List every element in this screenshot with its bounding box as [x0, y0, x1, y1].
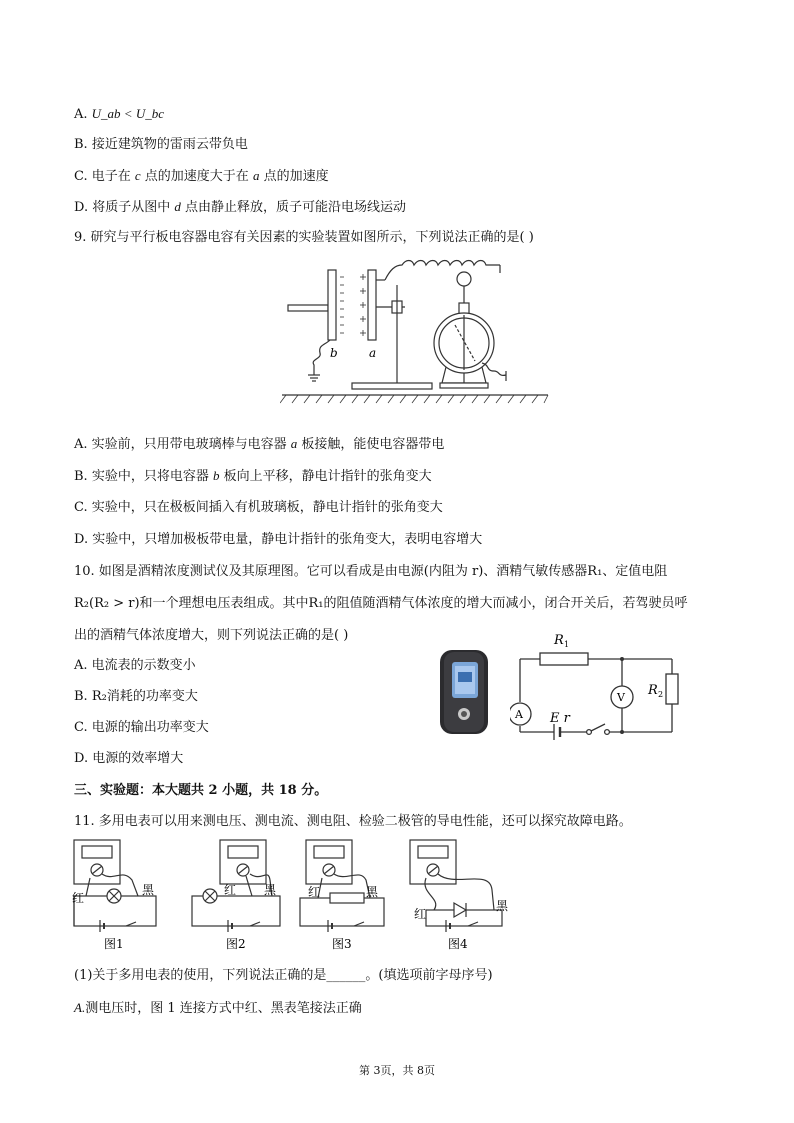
plate-a-label: a	[369, 346, 377, 360]
breathalyzer-device-image	[436, 648, 496, 738]
r1-subscript: 1	[564, 640, 570, 649]
fig4-red-label: 红	[414, 907, 427, 921]
fig3-caption: 图3	[332, 937, 352, 951]
q9-option-a: A. 实验前，只用带电玻璃棒与电容器 a 板接触，能使电容器带电	[74, 436, 445, 452]
fig4-caption: 图4	[448, 937, 468, 951]
fig3-red-label: 红	[308, 885, 321, 899]
q10-stem-line2: R₂(R₂ > r)和一个理想电压表组成。其中R₁的阻值随酒精气体浓度的增大而减小，闭合开关后，若驾驶员呼	[74, 596, 688, 611]
q9-option-d: D. 实验中，只增加极板带电量，静电计指针的张角变大，表明电容增大	[74, 532, 483, 547]
q10-stem-line3: 出的酒精气体浓度增大，则下列说法正确的是( )	[74, 628, 349, 643]
q9-stem: 9. 研究与平行板电容器电容有关因素的实验装置如图所示，下列说法正确的是( )	[74, 230, 534, 245]
q9-option-c: C. 实验中，只在极板间插入有机玻璃板，静电计指针的张角变大	[74, 500, 443, 515]
q8-option-a: A. U_ab < U_bc	[74, 106, 164, 122]
multimeter-figures	[70, 838, 530, 954]
q8-option-d: D. 将质子从图中 d 点由静止释放，质子可能沿电场线运动	[74, 199, 406, 215]
q10-option-a: A. 电流表的示数变小	[74, 658, 196, 673]
q10-option-c: C. 电源的输出功率变大	[74, 720, 209, 735]
page-footer: 第 3页，共 8页	[359, 1064, 435, 1077]
q11-subquestion-1: (1)关于多用电表的使用，下列说法正确的是______。(填选项前字母序号)	[74, 968, 493, 983]
q8-option-c: C. 电子在 c 点的加速度大于在 a 点的加速度	[74, 168, 329, 184]
capacitor-apparatus-figure	[280, 245, 550, 405]
fig2-caption: 图2	[226, 937, 246, 951]
q9-option-b: B. 实验中，只将电容器 b 板向上平移，静电计指针的张角变大	[74, 468, 432, 484]
r2-subscript: 2	[658, 690, 664, 699]
fig3-black-label: 黑	[366, 885, 379, 899]
q10-option-d: D. 电源的效率增大	[74, 751, 184, 766]
q8-option-b: B. 接近建筑物的雷雨云带负电	[74, 137, 248, 152]
fig1-black-label: 黑	[142, 883, 155, 897]
fig1-caption: 图1	[104, 937, 124, 951]
section-3-heading: 三、实验题：本大题共 2 小题，共 18 分。	[74, 783, 328, 798]
alcohol-tester-circuit	[510, 624, 690, 744]
r1-label: R	[554, 633, 564, 648]
fig4-black-label: 黑	[496, 899, 509, 913]
fig1-red-label: 红	[72, 891, 85, 905]
ammeter-label: A	[515, 708, 523, 721]
q11-stem: 11. 多用电表可以用来测电压、测电流、测电阻、检验二极管的导电性能，还可以探究故障电路。	[74, 814, 632, 829]
q11-option-a: A.测电压时，图 1 连接方式中红、黑表笔接法正确	[74, 1000, 362, 1016]
voltmeter-label: V	[617, 691, 625, 704]
r2-label: R	[648, 683, 658, 698]
q10-stem-line1: 10. 如图是酒精浓度测试仪及其原理图。它可以看成是由电源(内阻为 r)、酒精气敏传感器R₁、定值电阻	[74, 564, 668, 579]
plate-b-label: b	[330, 346, 338, 360]
q10-option-b: B. R₂消耗的功率变大	[74, 689, 198, 704]
source-label: E r	[550, 711, 570, 726]
fig2-red-label: 红	[224, 883, 237, 897]
q8-option-a-math: U_ab < U_bc	[91, 106, 164, 121]
fig2-black-label: 黑	[264, 883, 277, 897]
